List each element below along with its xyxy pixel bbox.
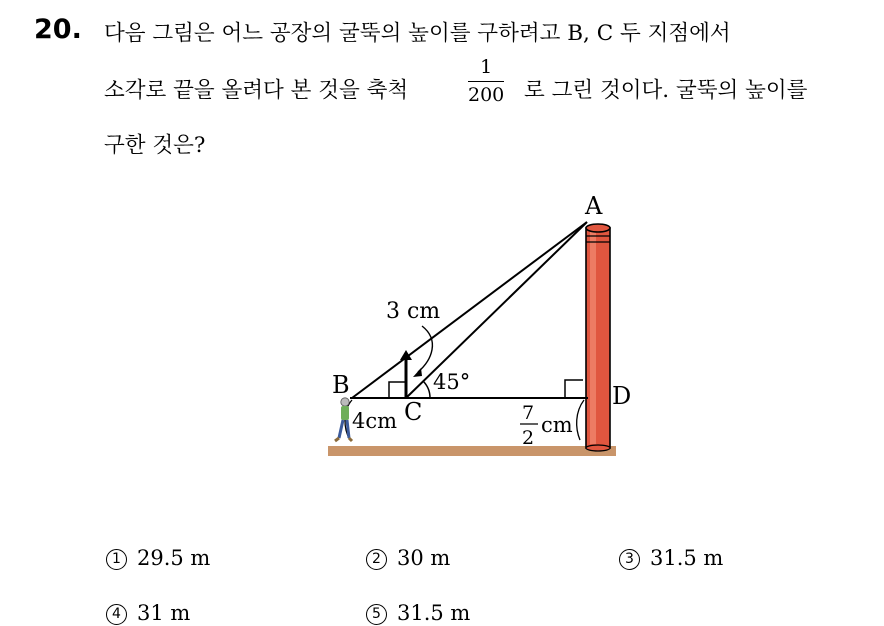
label-D: D <box>612 382 632 410</box>
label-cm: cm <box>541 413 573 437</box>
option-3-text: 31.5 m <box>650 546 724 570</box>
label-A: A <box>585 192 603 220</box>
option-5-text: 31.5 m <box>397 601 471 625</box>
option-3-mark: 3 <box>619 549 640 570</box>
pointer-3cm <box>418 326 432 372</box>
question-line-2-before: 소각로 끝을 올려다 본 것을 축척 <box>104 78 409 103</box>
right-angle-mark-d <box>565 380 583 398</box>
option-3[interactable] <box>619 546 723 570</box>
option-1[interactable] <box>106 546 210 570</box>
question-number: 20. <box>34 14 82 45</box>
label-frac-num: 7 <box>522 402 535 424</box>
option-2[interactable] <box>366 546 450 570</box>
label-4cm: 4cm <box>352 409 398 433</box>
option-1-text: 29.5 m <box>137 546 211 570</box>
pointer-72cm <box>577 400 584 440</box>
label-B: B <box>332 371 350 399</box>
question-line-1: 다음 그림은 어느 공장의 굴뚝의 높이를 구하려고 B, C 두 지점에서 <box>104 21 731 46</box>
ground <box>328 446 616 456</box>
option-1-mark: 1 <box>106 549 127 570</box>
label-C: C <box>404 398 423 426</box>
scale-numerator: 1 <box>480 56 493 78</box>
question-line-2-after: 로 그린 것이다. 굴뚝의 높이를 <box>524 78 808 103</box>
chimney <box>586 224 610 451</box>
pointer-3cm-arrowhead <box>413 368 422 377</box>
question-line-3: 구한 것은? <box>104 133 206 158</box>
option-2-mark: 2 <box>366 549 387 570</box>
option-4-mark: 4 <box>106 604 127 625</box>
option-2-text: 30 m <box>397 546 451 570</box>
option-4[interactable] <box>106 601 190 625</box>
label-frac-den: 2 <box>522 427 535 449</box>
label-3cm: 3 cm <box>386 299 441 324</box>
angle-arc-45 <box>423 381 430 398</box>
right-angle-mark-c <box>389 382 405 398</box>
label-45deg: 45° <box>433 370 471 394</box>
option-4-text: 31 m <box>137 601 191 625</box>
option-5-mark: 5 <box>366 604 387 625</box>
scale-denominator: 200 <box>468 84 505 106</box>
option-5[interactable] <box>366 601 470 625</box>
